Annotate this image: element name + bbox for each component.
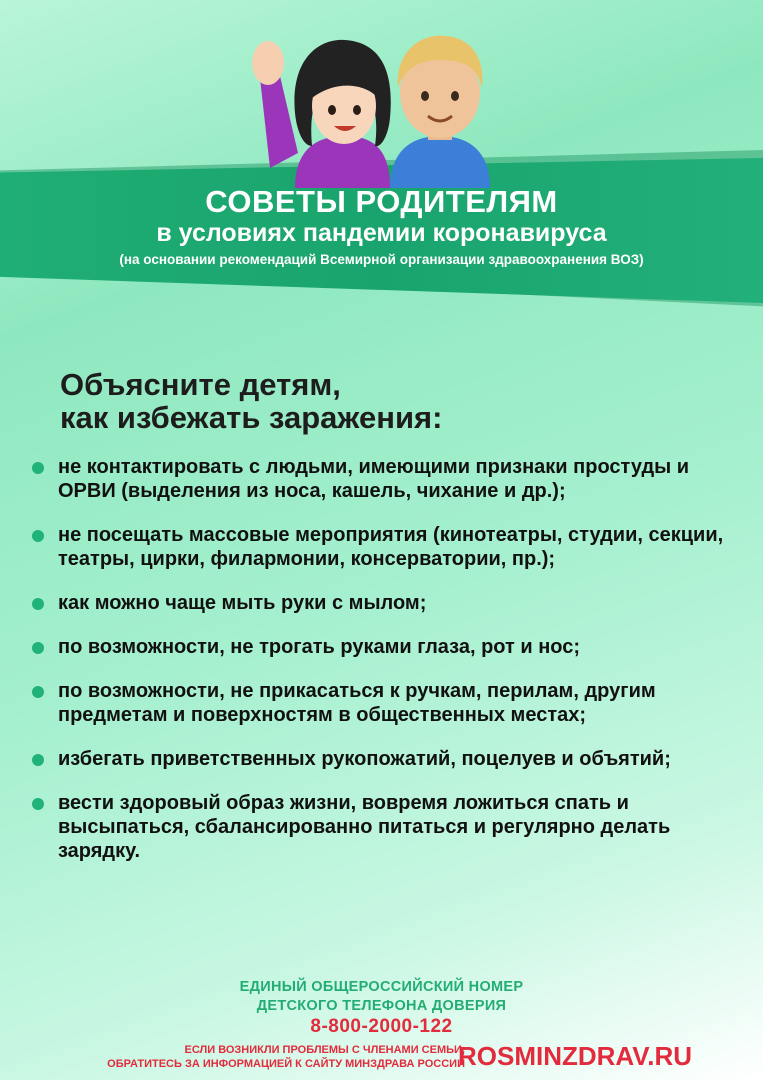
list-item [30, 455, 750, 503]
bullet-icon [32, 642, 44, 654]
list-item [30, 635, 750, 659]
bullet-icon [32, 686, 44, 698]
tip-text: как можно чаще мыть руки с мылом; [58, 592, 427, 614]
list-item [30, 523, 750, 571]
waving-people-icon [240, 18, 500, 188]
tip-text: по возможности, не прикасаться к ручкам, перилам, другим предметам и поверхностям в общественных местах; [58, 680, 656, 726]
tip-text: по возможности, не трогать руками глаза, рот и нос; [58, 636, 581, 658]
tip-text: вести здоровый образ жизни, вовремя ложиться спать и высыпаться, сбалансированно питаться и регулярно делать зарядку. [58, 792, 671, 862]
hotline-caption-2: ДЕТСКОГО ТЕЛЕФОНА ДОВЕРИЯ [256, 998, 507, 1014]
ministry-note-line-2: ОБРАТИТЕСЬ ЗА ИНФОРМАЦИЕЙ К САЙТУ МИНЗДРАВА РОССИИ [107, 1058, 465, 1070]
footer [0, 978, 763, 1038]
bullet-icon [32, 798, 44, 810]
list-item [30, 679, 750, 727]
list-item [30, 791, 750, 863]
footer-bottom [0, 1040, 763, 1076]
page-subtitle: в условиях пандемии коронавируса [156, 219, 607, 247]
bullet-icon [32, 754, 44, 766]
ministry-site-link[interactable]: ROSMINZDRAV.RU [458, 1041, 693, 1071]
bullet-icon [32, 598, 44, 610]
hotline-caption-1: ЕДИНЫЙ ОБЩЕРОССИЙСКИЙ НОМЕР [239, 979, 524, 995]
list-item [30, 747, 750, 771]
bullet-icon [32, 462, 44, 474]
tip-text: не посещать массовые мероприятия (кинотеатры, студии, секции, театры, цирки, филармонии, консерватории, пр.); [58, 524, 724, 570]
header [0, 185, 763, 271]
bullet-icon [32, 530, 44, 542]
lead-line-1: Объясните детям, [60, 367, 341, 402]
ministry-note-line-1: ЕСЛИ ВОЗНИКЛИ ПРОБЛЕМЫ С ЧЛЕНАМИ СЕМЬИ, [184, 1044, 465, 1056]
ministry-note [45, 1043, 465, 1071]
page-title: СОВЕТЫ РОДИТЕЛЯМ [205, 184, 558, 219]
lead-line-2: как избежать заражения: [60, 400, 443, 435]
list-item [30, 591, 750, 615]
lead-heading [60, 368, 442, 434]
source-note: (на основании рекомендаций Всемирной организации здравоохранения ВОЗ) [119, 252, 644, 267]
tip-text: избегать приветственных рукопожатий, поцелуев и объятий; [58, 748, 671, 770]
tips-list [30, 455, 750, 883]
hotline-phone[interactable]: 8-800-2000-122 [310, 1016, 453, 1037]
tip-text: не контактировать с людьми, имеющими признаки простуды и ОРВИ (выделения из носа, кашель, чихание и др.); [58, 456, 690, 502]
